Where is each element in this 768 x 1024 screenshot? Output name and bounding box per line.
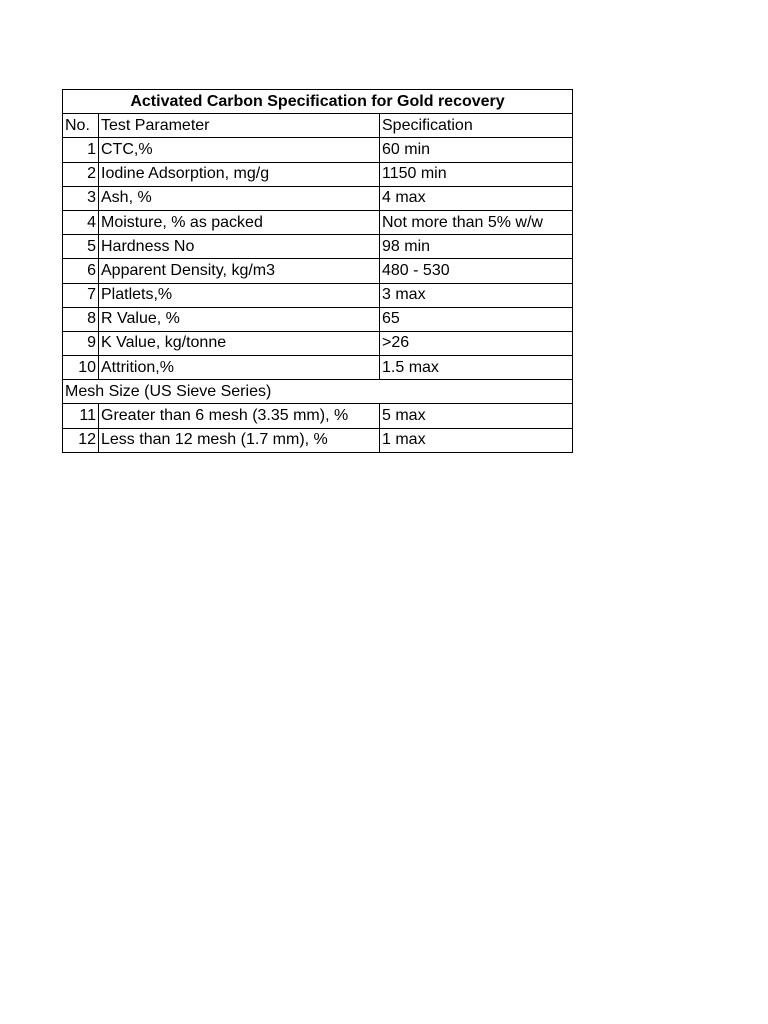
row-specification: 1.5 max [380,356,573,380]
table-row [63,259,573,283]
row-specification: 480 - 530 [380,259,573,283]
table-row [63,210,573,234]
row-specification: 65 [380,307,573,331]
row-specification: 1 max [380,428,573,452]
row-parameter: Hardness No [99,235,380,259]
row-specification: 60 min [380,138,573,162]
mesh-size-section-label: Mesh Size (US Sieve Series) [63,380,573,404]
row-parameter: Platlets,% [99,283,380,307]
table-row [63,428,573,452]
row-number: 8 [63,307,99,331]
specification-table [62,89,573,453]
row-specification: 1150 min [380,162,573,186]
table-row [63,356,573,380]
header-row [63,114,573,138]
row-specification: 4 max [380,186,573,210]
row-specification: 98 min [380,235,573,259]
row-number: 4 [63,210,99,234]
header-test-parameter: Test Parameter [99,114,380,138]
row-number: 1 [63,138,99,162]
table-row [63,404,573,428]
table-row [63,235,573,259]
row-number: 12 [63,428,99,452]
row-parameter: Iodine Adsorption, mg/g [99,162,380,186]
table-row [63,186,573,210]
table-row [63,331,573,355]
spreadsheet-page [62,89,572,453]
row-parameter: K Value, kg/tonne [99,331,380,355]
table-row [63,283,573,307]
row-specification: Not more than 5% w/w [380,210,573,234]
row-number: 11 [63,404,99,428]
header-no: No. [63,114,99,138]
row-parameter: Greater than 6 mesh (3.35 mm), % [99,404,380,428]
row-number: 6 [63,259,99,283]
title-row [63,90,573,114]
row-parameter: CTC,% [99,138,380,162]
header-specification: Specification [380,114,573,138]
row-parameter: Less than 12 mesh (1.7 mm), % [99,428,380,452]
table-row [63,307,573,331]
row-parameter: Ash, % [99,186,380,210]
row-parameter: R Value, % [99,307,380,331]
table-row [63,138,573,162]
row-number: 10 [63,356,99,380]
table-title: Activated Carbon Specification for Gold recovery [63,90,573,114]
row-parameter: Attrition,% [99,356,380,380]
row-number: 5 [63,235,99,259]
section-row [63,380,573,404]
row-number: 7 [63,283,99,307]
row-specification: 3 max [380,283,573,307]
row-parameter: Moisture, % as packed [99,210,380,234]
row-specification: 5 max [380,404,573,428]
row-number: 3 [63,186,99,210]
row-number: 9 [63,331,99,355]
table-row [63,162,573,186]
row-parameter: Apparent Density, kg/m3 [99,259,380,283]
row-specification: >26 [380,331,573,355]
row-number: 2 [63,162,99,186]
